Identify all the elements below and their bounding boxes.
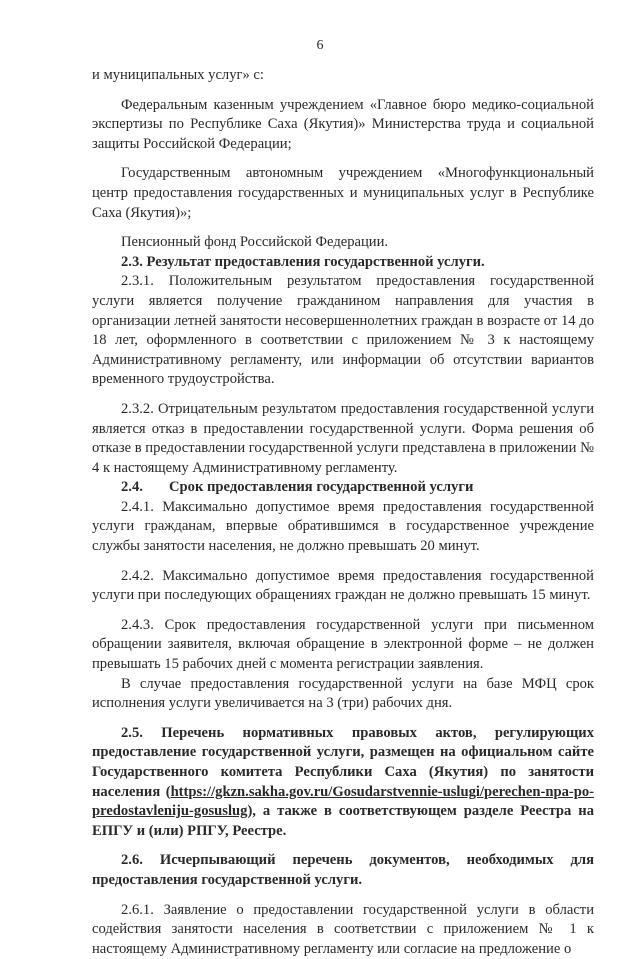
- npa-list-link[interactable]: https://gkzn.sakha.gov.ru/Gosudarstvennie-uslugi/perechen-npa-po-predostavleniju-gosuslug: [92, 783, 594, 820]
- paragraph-2-3-1: 2.3.1. Положительным результатом предоставления государственной услуги является получение гражданином направления для участия в организации летней занятости несовершеннолетних граждан в возрасте от 14 до 18 лет, оформленного в соответствии с приложением № 3 к настоящему Административному регламенту, или информации об отсутствии вариантов временного трудоустройства.: [92, 273, 594, 388]
- heading-2-5-text-a: 2.5. Перечень нормативных правовых актов, регулирующих предоставление государственной услуги, размещен на официальном сайте Государственного комитета Республики Саха (Якутия) по занятости населения (: [92, 724, 594, 800]
- heading-2-6: 2.6. Исчерпывающий перечень документов, необходимых для предоставления государственной услуги.: [92, 852, 594, 888]
- paragraph-mfc-term: В случае предоставления государственной услуги на базе МФЦ срок исполнения услуги увеличивается на 3 (три) рабочих дня.: [92, 675, 594, 712]
- paragraph-2-3-2: 2.3.2. Отрицательным результатом предоставления государственной услуги является отказ в предоставлении государственной услуги. Форма решения об отказе в предоставлении государственной услуги представлена в приложении № 4 к настоящему Административному регламенту.: [92, 400, 595, 476]
- paragraph-pension-fund: Пенсионный фонд Российской Федерации.: [121, 234, 389, 251]
- heading-2-3: 2.3. Результат предоставления государственной услуги.: [121, 253, 485, 270]
- paragraph-2-4-3: 2.4.3. Срок предоставления государственной услуги при письменном обращении заявителя, включая обращение в электронной форме – не должен превышать 15 рабочих дней с момента регистрации заявления.: [92, 616, 594, 673]
- page-number: 6: [316, 38, 324, 53]
- heading-2-4-number: 2.4.: [121, 479, 143, 496]
- document-body: [92, 66, 594, 959]
- heading-2-4: [92, 478, 594, 498]
- paragraph-2-6-1: 2.6.1. Заявление о предоставлении государственной услуги в области содействия занятости населения в соответствии с приложением № 1 к настоящему Административному регламенту или согласие на предложение о: [92, 901, 594, 957]
- paragraph-2-4-1: 2.4.1. Максимально допустимое время предоставления государственной услуги гражданам, впервые обратившимся в государственное учреждение службы занятости населения, не должно превышать 20 минут.: [92, 498, 594, 555]
- paragraph-2-4-2: 2.4.2. Максимально допустимое время предоставления государственной услуги при последующих обращениях граждан не должно превышать 15 минут.: [92, 567, 594, 604]
- heading-2-5-text-b: ), а также в соответствующем разделе Реестра на ЕПГУ и (или) РПГУ, Реестре.: [92, 803, 594, 839]
- paragraph-mse-bureau: Федеральным казенным учреждением «Главное бюро медико-социальной экспертизы по Республике Саха (Якутия)» Министерства труда и социальной защиты Российской Федерации;: [92, 96, 594, 152]
- paragraph-continuation: и муниципальных услуг» с:: [92, 67, 264, 83]
- paragraph-mfc: Государственным автономным учреждением «Многофункциональный центр предоставления государственных и муниципальных услуг в Республике Саха (Якутия)»;: [92, 165, 594, 221]
- heading-2-5: [92, 724, 594, 842]
- heading-2-4-text: Срок предоставления государственной услуги: [169, 479, 474, 496]
